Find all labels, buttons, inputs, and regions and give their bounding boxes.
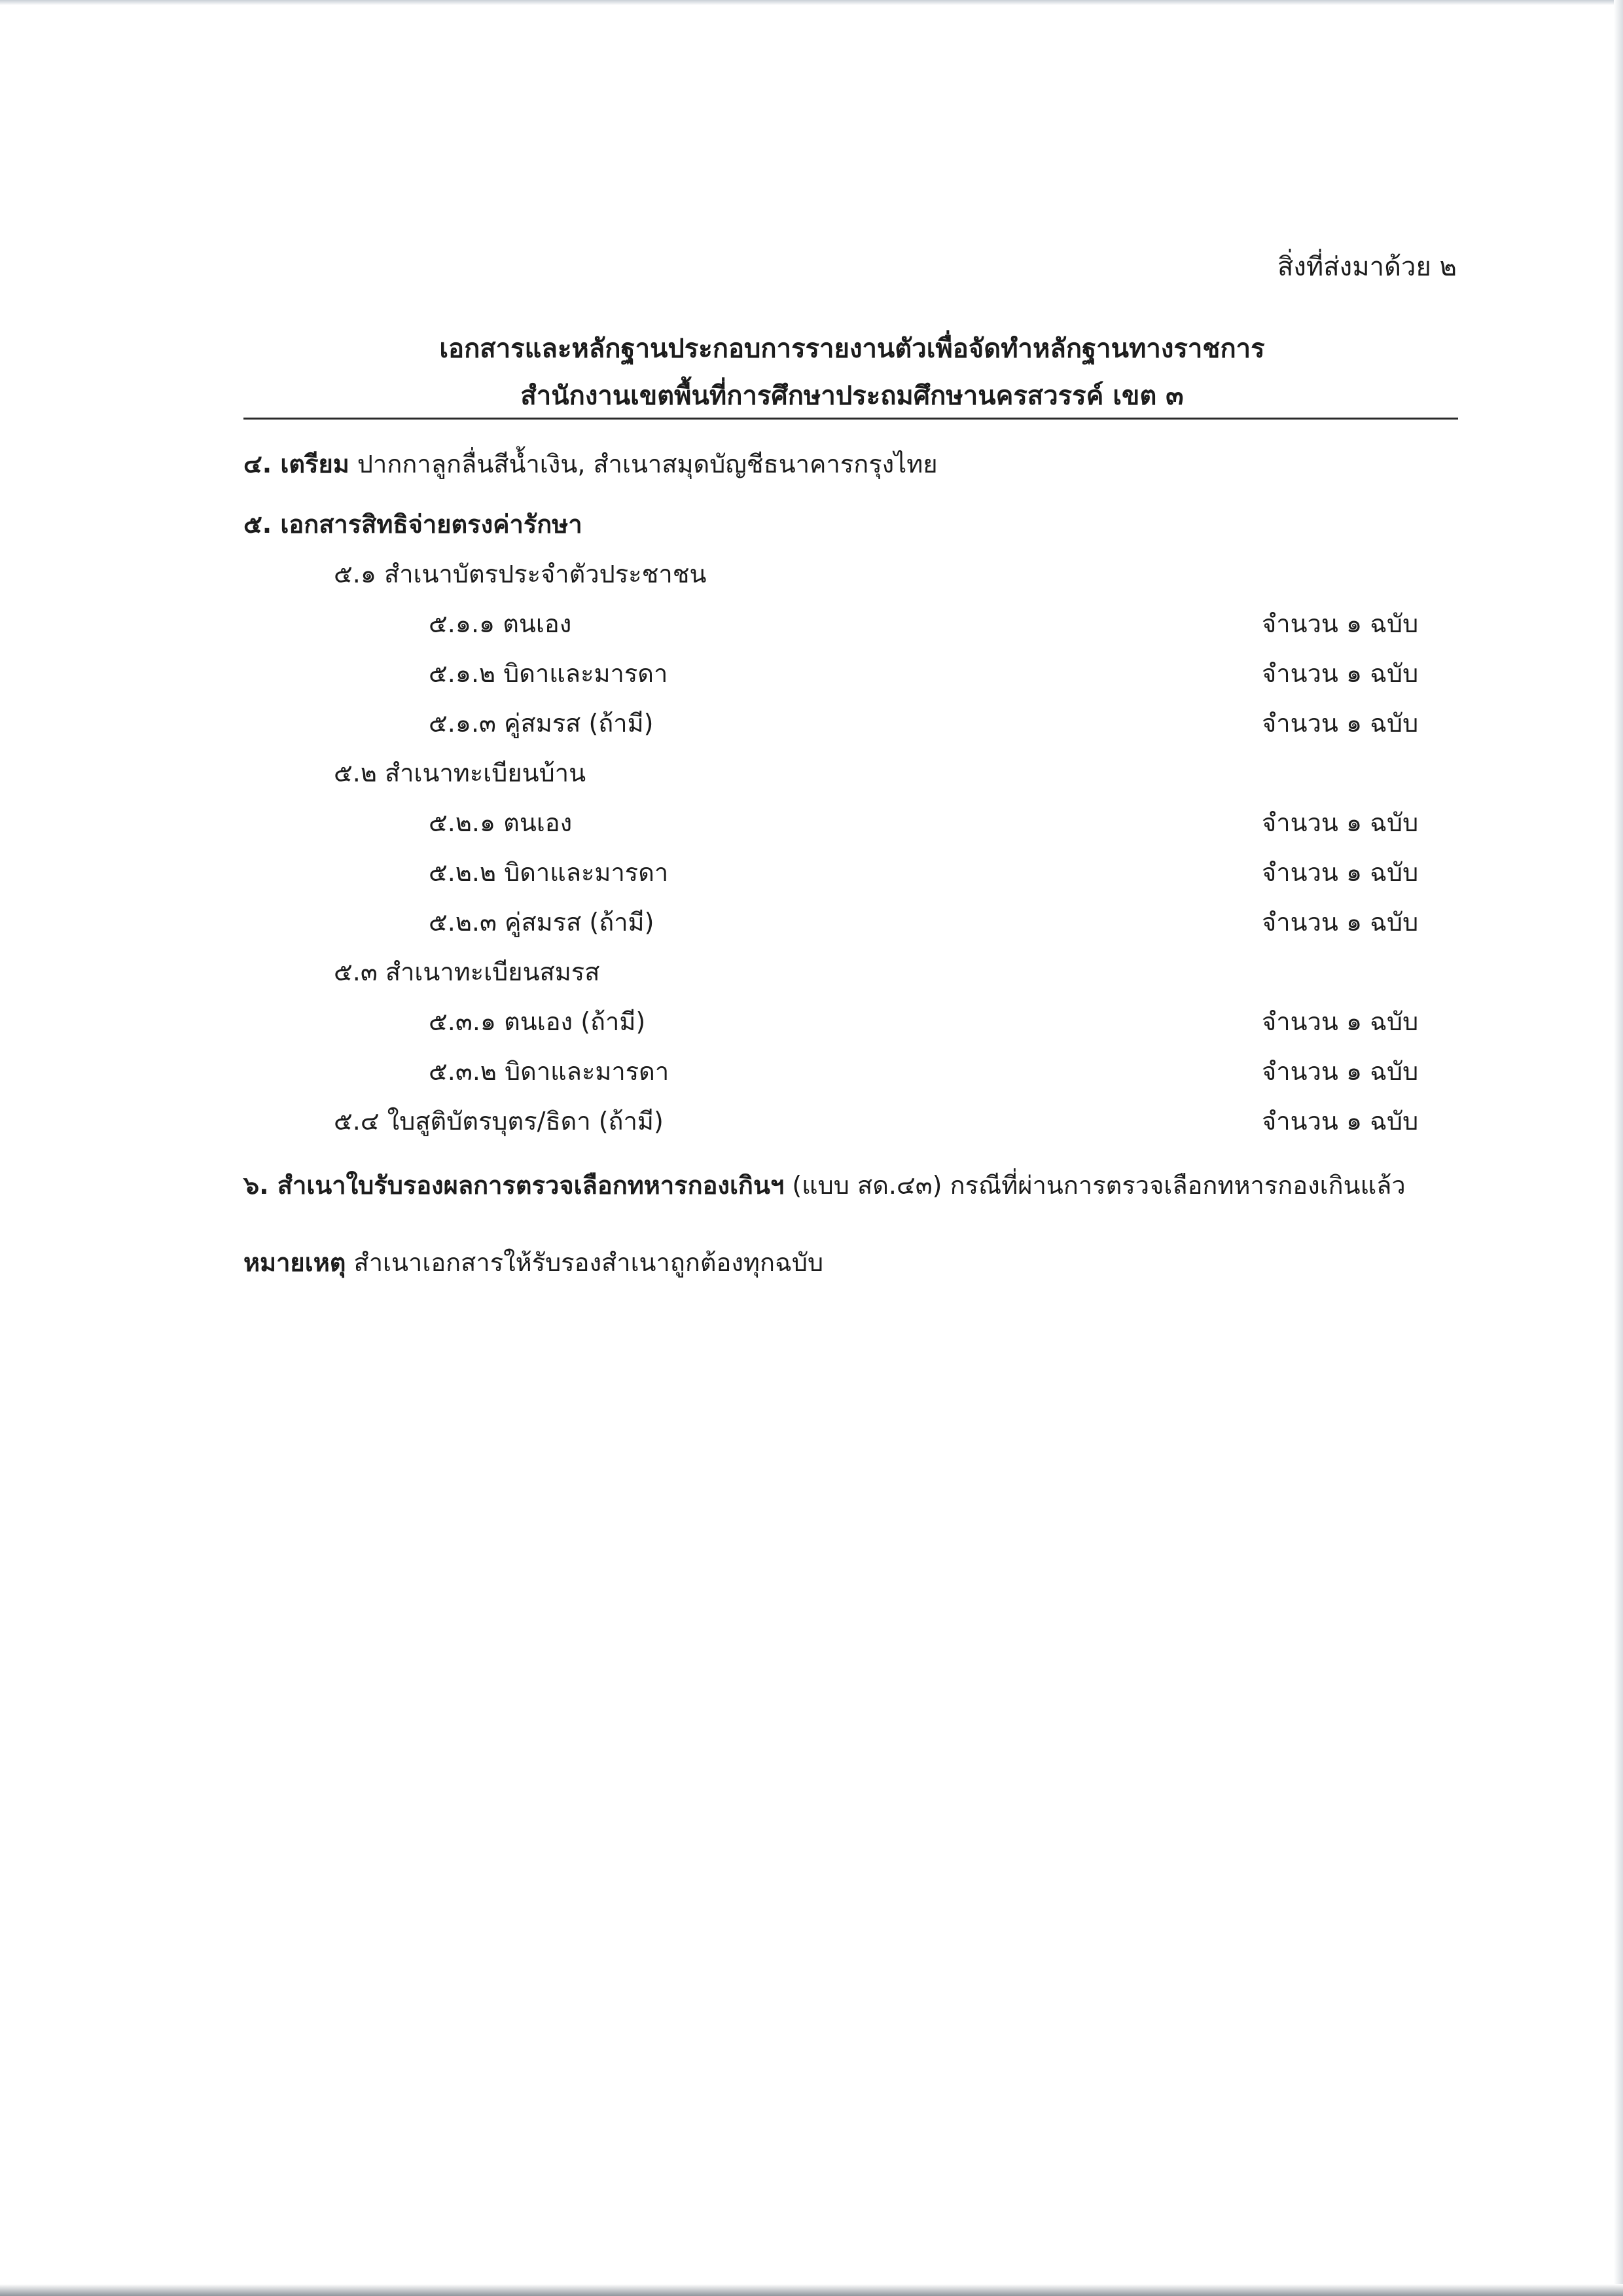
item-5-1-1-label: ๕.๑.๑ ตนเอง	[429, 609, 572, 638]
note-label: หมายเหตุ	[243, 1248, 346, 1277]
scan-edge-right	[1614, 0, 1623, 2296]
item-5-1-2-qty: จำนวน ๑ ฉบับ	[1262, 659, 1419, 688]
section-6-label: ๖. สำเนาใบรับรองผลการตรวจเลือกทหารกองเกินฯ	[243, 1171, 785, 1200]
title-underline	[243, 418, 1458, 420]
note	[243, 1242, 823, 1282]
section-4-label: ๔. เตรียม	[243, 450, 349, 478]
section-6-text: (แบบ สด.๔๓) กรณีที่ผ่านการตรวจเลือกทหารกองเกินแล้ว	[792, 1171, 1406, 1200]
item-5-2-2-qty: จำนวน ๑ ฉบับ	[1262, 858, 1419, 887]
item-5-3-2-label: ๕.๓.๒ บิดาและมารดา	[429, 1057, 669, 1086]
item-5-2-1-qty: จำนวน ๑ ฉบับ	[1262, 808, 1419, 837]
item-5-3-2-qty: จำนวน ๑ ฉบับ	[1262, 1057, 1419, 1086]
item-5-1-1-qty: จำนวน ๑ ฉบับ	[1262, 609, 1419, 638]
note-text: สำเนาเอกสารให้รับรองสำเนาถูกต้องทุกฉบับ	[353, 1248, 824, 1277]
group-5-4-qty: จำนวน ๑ ฉบับ	[1262, 1107, 1419, 1136]
section-5-label: ๕. เอกสารสิทธิจ่ายตรงค่ารักษา	[243, 510, 582, 539]
section-5-heading	[243, 504, 582, 544]
scan-edge-top	[0, 0, 1623, 5]
section-6	[243, 1165, 1406, 1205]
item-5-2-3-label: ๕.๒.๓ คู่สมรส (ถ้ามี)	[429, 908, 654, 937]
item-5-3-1-qty: จำนวน ๑ ฉบับ	[1262, 1007, 1419, 1036]
scan-edge-bottom	[0, 2284, 1623, 2296]
section-4-text: ปากกาลูกลื่นสีน้ำเงิน, สำเนาสมุดบัญชีธนาคารกรุงไทย	[357, 450, 938, 478]
section-4	[243, 444, 938, 484]
item-5-3-1-label: ๕.๓.๑ ตนเอง (ถ้ามี)	[429, 1007, 646, 1036]
item-5-2-1-label: ๕.๒.๑ ตนเอง	[429, 808, 573, 837]
group-5-4-label: ๕.๔ ใบสูติบัตรบุตร/ธิดา (ถ้ามี)	[334, 1107, 664, 1136]
item-5-2-3-qty: จำนวน ๑ ฉบับ	[1262, 908, 1419, 937]
item-5-1-3-label: ๕.๑.๓ คู่สมรส (ถ้ามี)	[429, 709, 654, 738]
group-5-1-label: ๕.๑ สำเนาบัตรประจำตัวประชาชน	[334, 560, 707, 588]
item-5-1-2-label: ๕.๑.๒ บิดาและมารดา	[429, 659, 668, 688]
group-5-2-label: ๕.๒ สำเนาทะเบียนบ้าน	[334, 759, 586, 787]
document-title-line-2: สำนักงานเขตพื้นที่การศึกษาประถมศึกษานครสวรรค์ เขต ๓	[520, 381, 1184, 411]
item-5-2-2-label: ๕.๒.๒ บิดาและมารดา	[429, 858, 669, 887]
item-5-1-3-qty: จำนวน ๑ ฉบับ	[1262, 709, 1419, 738]
document-title-line-1: เอกสารและหลักฐานประกอบการรายงานตัวเพื่อจัดทำหลักฐานทางราชการ	[439, 334, 1265, 364]
group-5-3-label: ๕.๓ สำเนาทะเบียนสมรส	[334, 958, 600, 986]
attachment-label: สิ่งที่ส่งมาด้วย ๒	[1277, 252, 1457, 282]
